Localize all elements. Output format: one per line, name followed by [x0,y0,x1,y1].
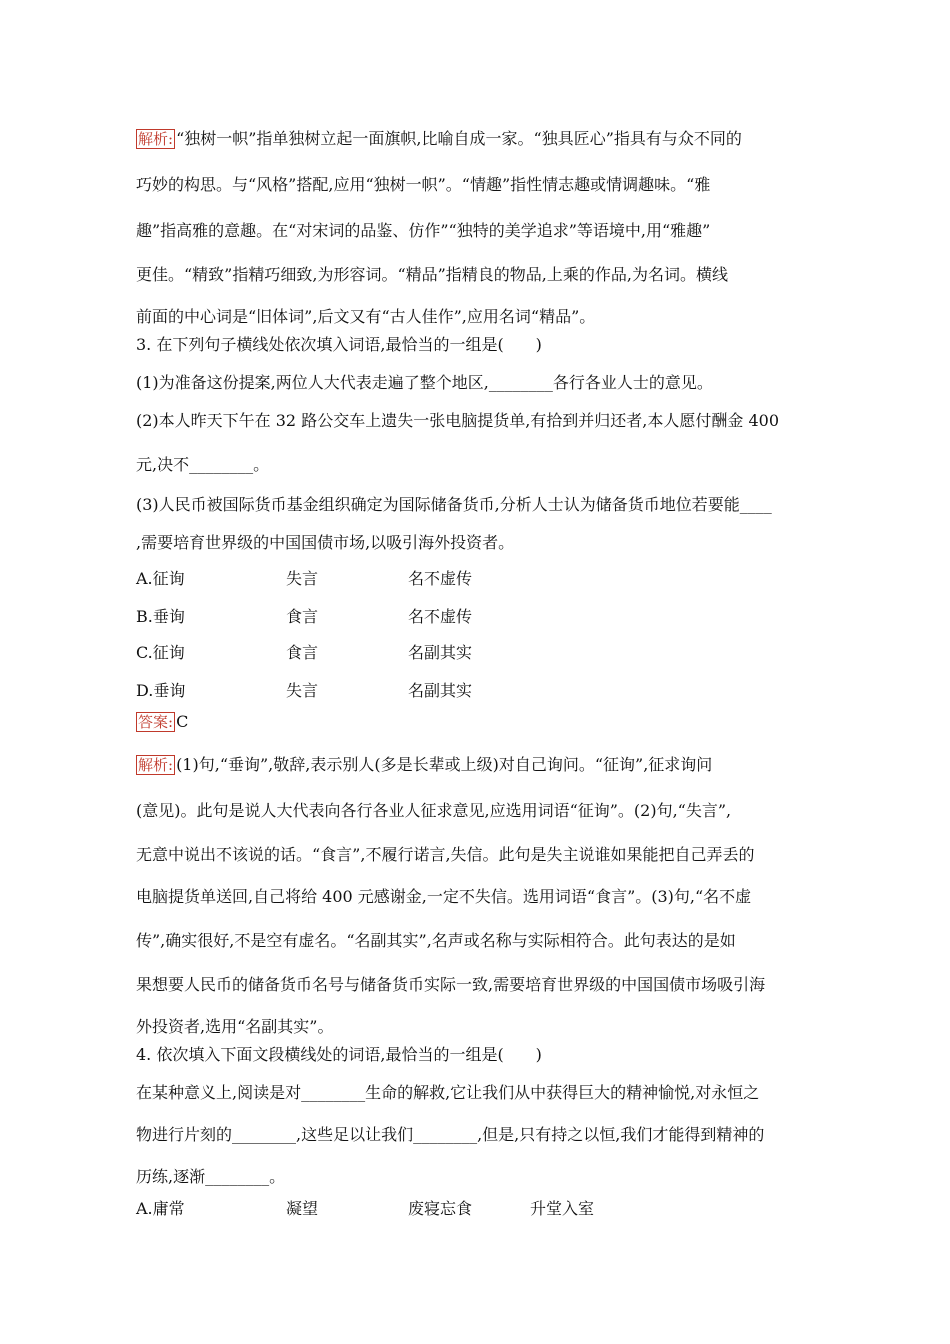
option-word: 失言 [286,569,319,588]
option-word: 食言 [286,643,319,662]
option-label: D.垂询 [136,681,186,700]
analysis-line [136,126,742,149]
q3-sentence-1: (1)为准备这份提案,两位人大代表走遍了整个地区,________各行各业人士的意见。 [136,373,713,392]
q3-sentence-3: (3)人民币被国际货币基金组织确定为国际储备货币,分析人士认为储备货币地位若要能____ [136,495,772,514]
option-label: C.征询 [136,643,185,662]
option-label: A.征询 [136,569,185,588]
option-word: 名副其实 [408,681,473,700]
option-word: 食言 [286,607,319,626]
q3-analysis-line: 外投资者,选用“名副其实”。 [136,1017,334,1036]
q4-paragraph-line: 物进行片刻的________,这些足以让我们________,但是,只有持之以恒,我们才能得到精神的 [136,1125,765,1144]
q4-paragraph-line: 在某种意义上,阅读是对________生命的解救,它让我们从中获得巨大的精神愉悦,对永恒之 [136,1083,760,1102]
question-3-stem: 3. 在下列句子横线处依次填入词语,最恰当的一组是( ) [136,335,542,354]
q3-sentence-3-cont: ,需要培育世界级的中国国债市场,以吸引海外投资者。 [136,533,515,552]
q3-analysis-line: 无意中说出不该说的话。“食言”,不履行诺言,失信。此句是失主说谁如果能把自己弄丢的 [136,845,755,864]
option-word: 凝望 [286,1199,319,1218]
q3-analysis-line: 传”,确实很好,不是空有虚名。“名副其实”,名声或名称与实际相符合。此句表达的是如 [136,931,736,950]
analysis-line: 巧妙的构思。与“风格”搭配,应用“独树一帜”。“情趣”指性情志趣或情调趣味。“雅 [136,175,711,194]
option-label: B.垂询 [136,607,185,626]
q3-sentence-2: (2)本人昨天下午在 32 路公交车上遗失一张电脑提货单,有拾到并归还者,本人愿付酬金 400 [136,411,779,430]
answer-tag: 答案: [138,713,174,731]
option-word: 废寝忘食 [408,1199,473,1218]
analysis-line: 前面的中心词是“旧体词”,后文又有“古人佳作”,应用名词“精品”。 [136,307,596,326]
q3-analysis-line: 果想要人民币的储备货币名号与储备货币实际一致,需要培育世界级的中国国债市场吸引海 [136,975,766,994]
q3-analysis-line: (意见)。此句是说人大代表向各行各业人征求意见,应选用词语“征询”。(2)句,“失言”, [136,801,732,820]
option-word: 名不虚传 [408,569,473,588]
analysis-text: “独树一帜”指单独树立起一面旗帜,比喻自成一家。“独具匠心”指具有与众不同的 [176,129,742,148]
q3-answer [136,712,188,732]
option-label: A.庸常 [136,1199,185,1218]
option-word: 失言 [286,681,319,700]
analysis-line: 更佳。“精致”指精巧细致,为形容词。“精品”指精良的物品,上乘的作品,为名词。横线 [136,265,728,284]
option-word: 名副其实 [408,643,473,662]
analysis-line: 趣”指高雅的意趣。在“对宋词的品鉴、仿作”“独特的美学追求”等语境中,用“雅趣” [136,221,711,240]
analysis-text: (1)句,“垂询”,敬辞,表示别人(多是长辈或上级)对自己询问。“征询”,征求询问 [176,755,713,774]
q3-sentence-2-cont: 元,决不________。 [136,455,270,474]
answer-value: C [176,712,189,731]
analysis-tag: 解析: [138,130,174,148]
q3-analysis-line [136,752,712,775]
option-word: 名不虚传 [408,607,473,626]
analysis-tag: 解析: [138,756,174,774]
q3-analysis-line: 电脑提货单送回,自己将给 400 元感谢金,一定不失信。选用词语“食言”。(3)句,“名不虚 [136,887,752,906]
option-word: 升堂入室 [530,1199,595,1218]
question-4-stem: 4. 依次填入下面文段横线处的词语,最恰当的一组是( ) [136,1045,542,1064]
q4-paragraph-line: 历练,逐渐________。 [136,1167,286,1186]
